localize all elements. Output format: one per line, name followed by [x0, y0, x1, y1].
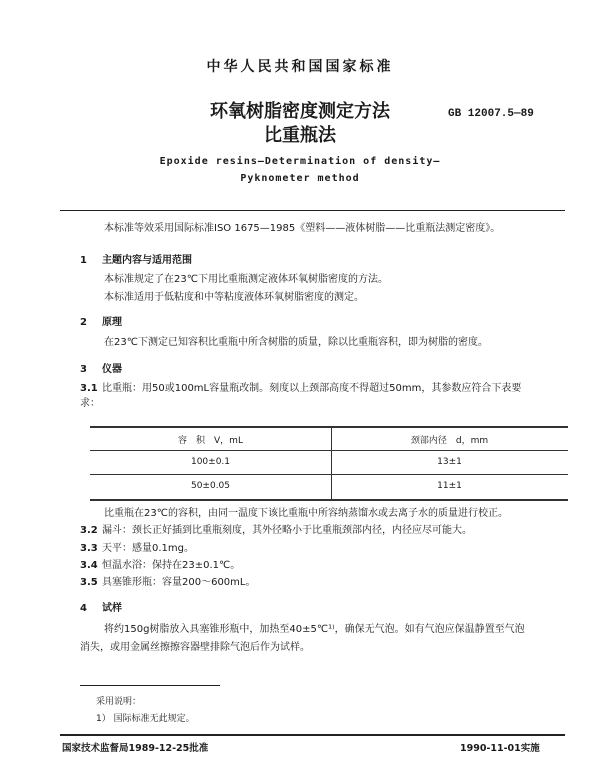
footer-rule	[60, 734, 565, 736]
section-title: 试样	[102, 603, 122, 614]
standard-code: GB 12007.5—89	[448, 108, 534, 120]
footnote-label: 采用说明：	[96, 697, 142, 707]
clause-text: 恒温水浴：保持在23±0.1℃。	[102, 560, 241, 571]
title-line-2: 比重瓶法	[264, 125, 336, 146]
table-cell: 13±1	[437, 457, 462, 467]
table-header-volume: 容 积 V，mL	[178, 436, 243, 446]
footnote-item	[96, 712, 195, 726]
clause-3-3	[80, 542, 194, 556]
english-title-line-2: Pyknometer method	[240, 173, 360, 184]
clause-number: 3.4	[80, 560, 98, 571]
english-title-line-1: Epoxide resins—Determination of density—	[159, 156, 441, 167]
table-top-rule	[90, 426, 568, 428]
table-bottom-rule	[90, 499, 568, 501]
intro-paragraph: 本标准等效采用国际标准ISO 1675—1985《塑料——液体树脂——比重瓶法测定密度》。	[104, 223, 501, 234]
section-2-paragraph: 在23℃下测定已知容积比重瓶中所含树脂的质量，除以比重瓶容积，即为树脂的密度。	[104, 337, 488, 348]
section-1-paragraph-1: 本标准规定了在23℃下用比重瓶测定液体环氧树脂密度的方法。	[104, 274, 388, 285]
table-cell: 100±0.1	[190, 457, 231, 467]
clause-3-4	[80, 559, 240, 573]
clause-3-2	[80, 524, 472, 538]
clause-text: 具塞锥形瓶：容量200～600mL。	[102, 577, 256, 588]
clause-number: 3.2	[80, 525, 98, 536]
section-2-heading	[80, 313, 122, 328]
footnote-number: 1）	[96, 714, 111, 724]
section-4-heading	[80, 599, 122, 614]
section-number: 2	[80, 317, 87, 328]
section-4-line-1: 将约150g树脂放入具塞锥形瓶中，加热至40±5℃¹⁾，确保无气泡。如有气泡应保温静置至气泡	[104, 624, 525, 635]
table-cell: 50±0.05	[190, 481, 231, 491]
clause-3-1-note: 比重瓶在23℃的容积，由同一温度下该比重瓶中所容纳蒸馏水或去离子水的质量进行校正。	[104, 508, 508, 519]
table-header-neck-diameter: 颈部内径 d，mm	[410, 436, 489, 446]
section-4-line-2: 消失，或用金属丝擦擦容器壁排除气泡后作为试样。	[80, 642, 310, 653]
approval-date: 国家技术监督局1989-12-25批准	[62, 743, 209, 754]
section-title: 主题内容与适用范围	[102, 255, 192, 266]
implementation-date: 1990-11-01实施	[460, 743, 540, 754]
clause-3-1-line-1	[80, 382, 521, 396]
table-header-rule	[90, 450, 568, 451]
section-title: 仪器	[102, 364, 122, 375]
section-number: 1	[80, 255, 87, 266]
section-number: 4	[80, 603, 87, 614]
clause-text: 比重瓶：用50或100mL容量瓶改制。刻度以上颈部高度不得超过50mm，其参数应符合下表要	[102, 383, 522, 394]
table-row-rule	[90, 474, 568, 475]
clause-number: 3.5	[80, 577, 98, 588]
section-3-heading	[80, 360, 122, 375]
clause-number: 3.1	[80, 383, 98, 394]
section-number: 3	[80, 364, 87, 375]
clause-3-1-line-2: 求：	[80, 398, 100, 409]
section-title: 原理	[102, 317, 122, 328]
section-1-heading	[80, 251, 192, 266]
table-cell: 11±1	[437, 481, 462, 491]
footnote-text: 国际标准无此规定。	[113, 714, 195, 724]
header-divider	[60, 210, 565, 211]
clause-text: 漏斗：颈长正好插到比重瓶刻度，其外径略小于比重瓶颈部内径，内径应尽可能大。	[102, 525, 472, 536]
clause-text: 天平：感量0.1mg。	[102, 543, 194, 554]
section-1-paragraph-2: 本标准适用于低粘度和中等粘度液体环氧树脂密度的测定。	[104, 292, 364, 303]
footnote-separator	[80, 685, 220, 686]
clause-number: 3.3	[80, 543, 98, 554]
title-line-1: 环氧树脂密度测定方法	[210, 101, 390, 122]
clause-3-5	[80, 576, 256, 590]
standard-type: 中华人民共和国国家标准	[206, 59, 394, 75]
